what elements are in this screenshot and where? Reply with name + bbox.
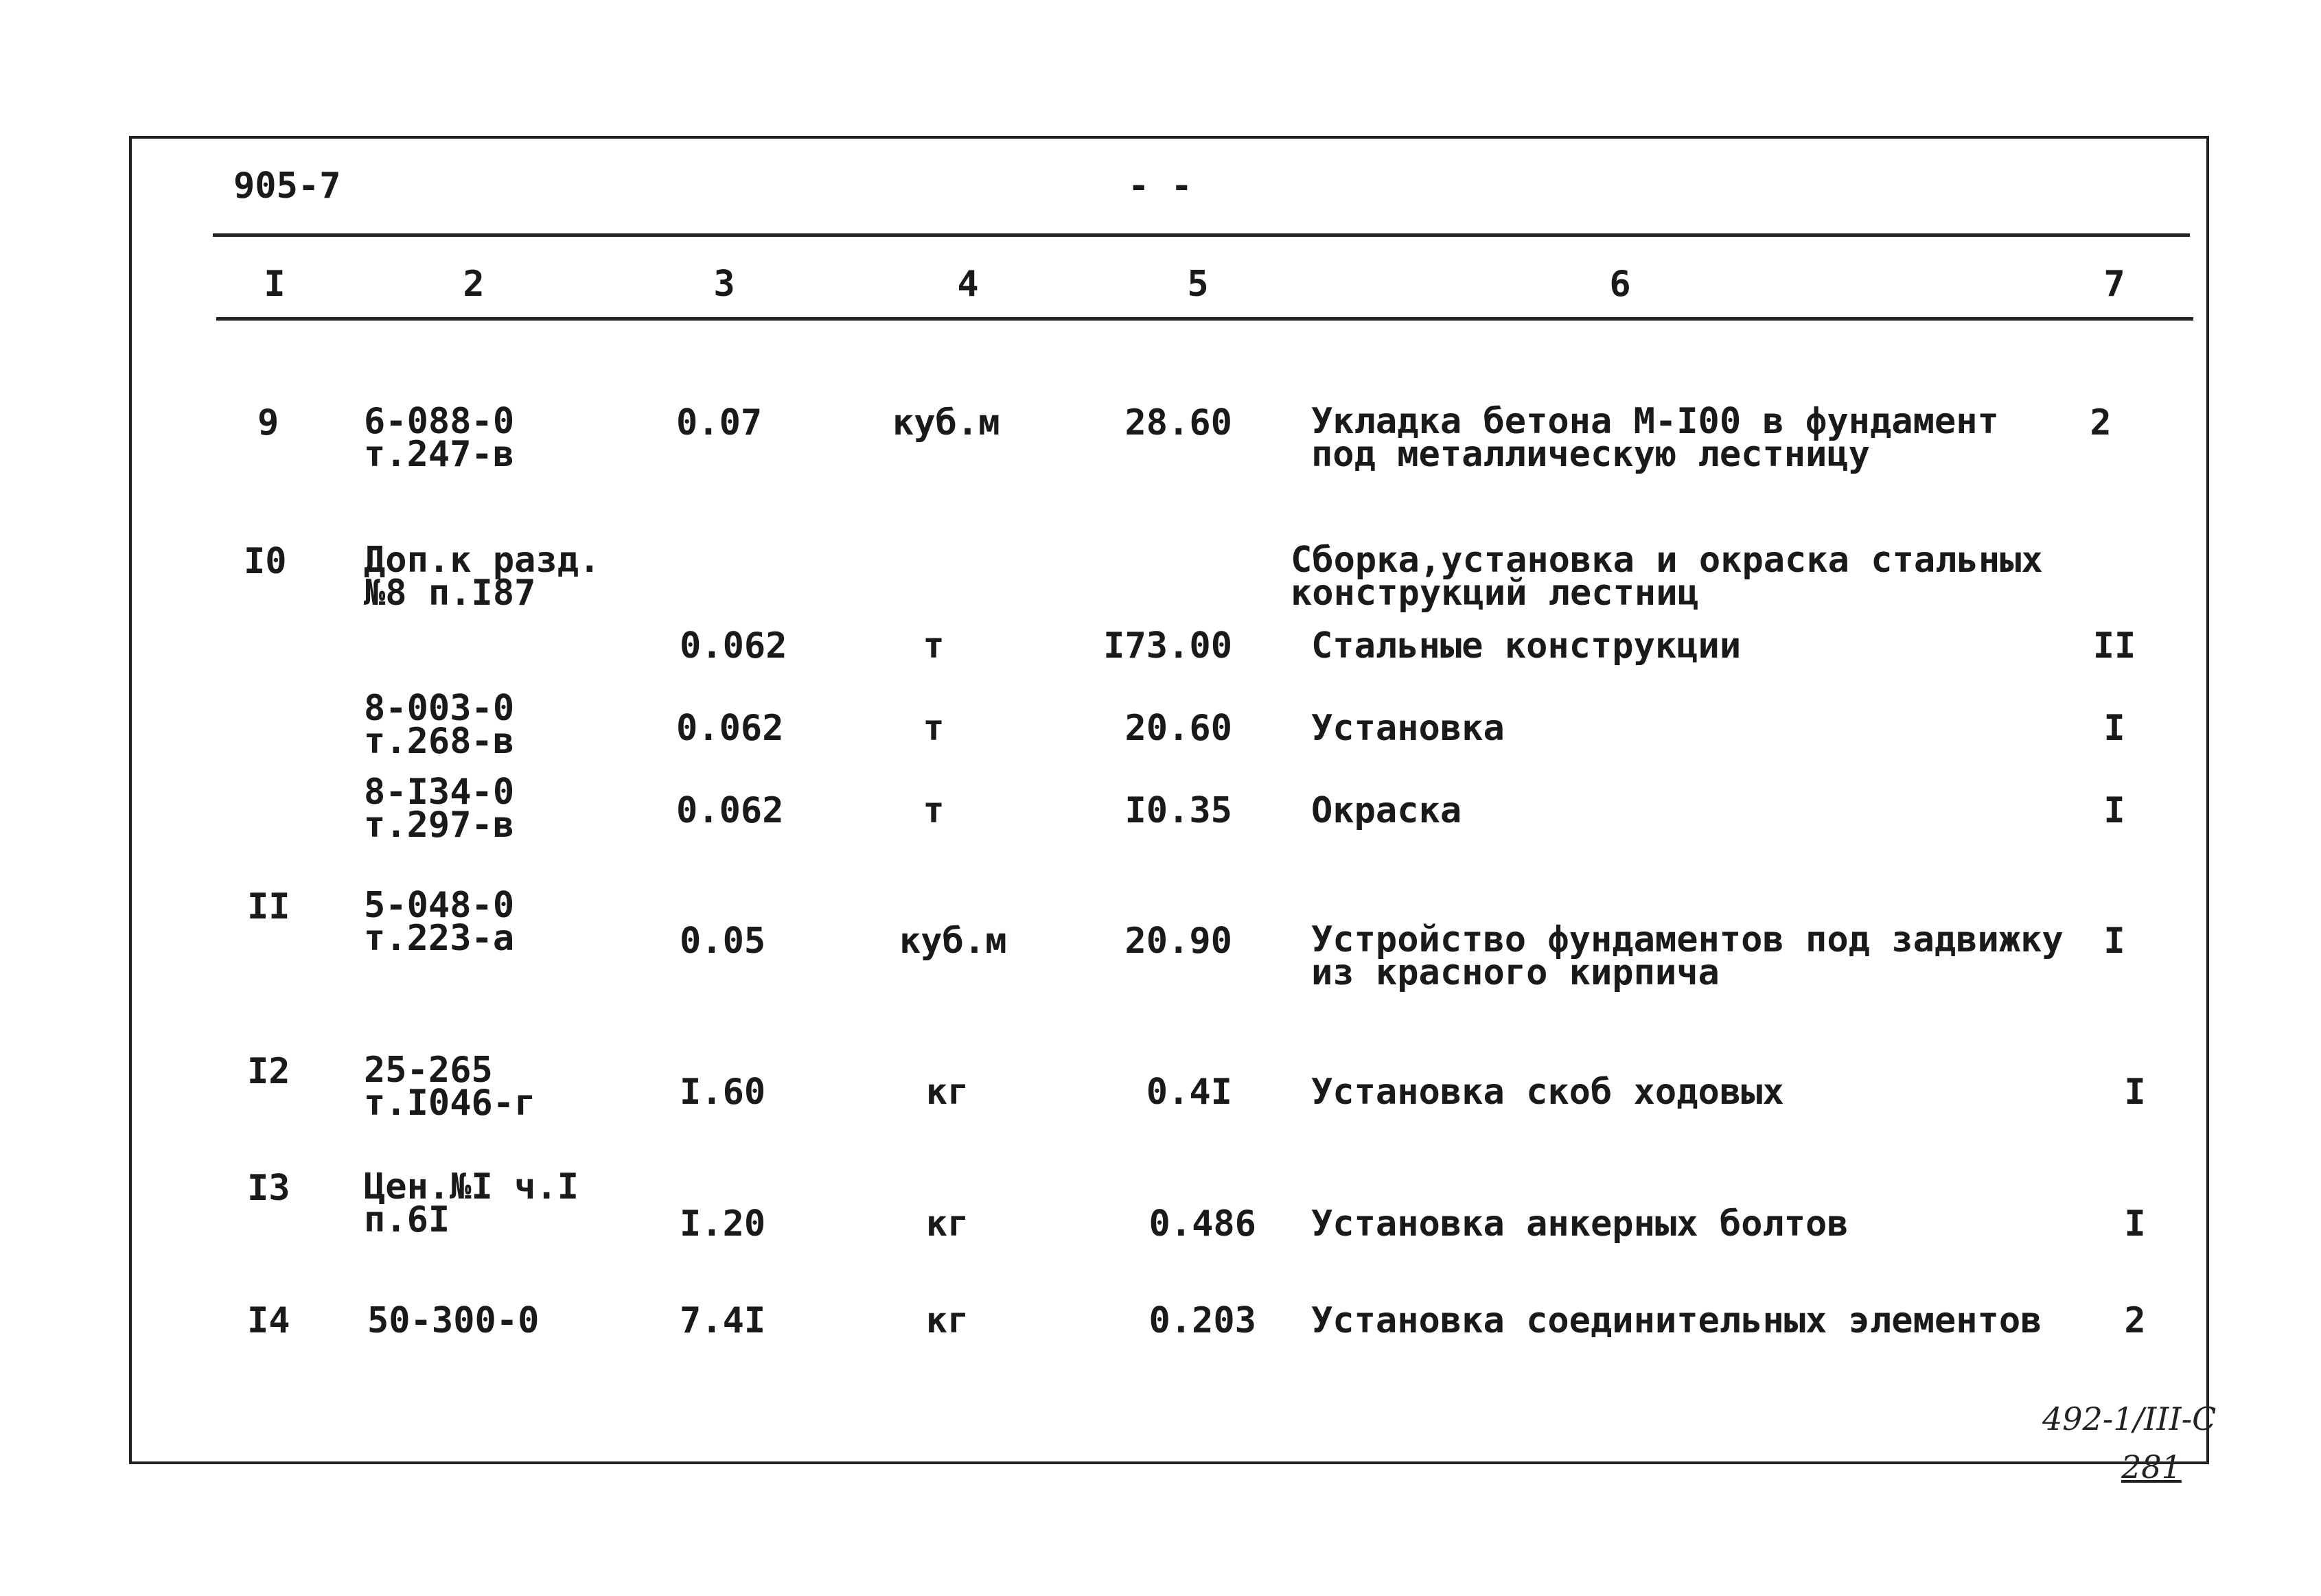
row-price: 0.4I xyxy=(1146,1072,1232,1113)
row-description: Сборка,установка и окраска стальных конструкций лестниц xyxy=(1291,540,2043,614)
row-price: I73.00 xyxy=(1103,625,1232,667)
page-number: 281 xyxy=(2121,1448,2182,1485)
row-description: Установка скоб ходовых xyxy=(1311,1072,1784,1113)
row-description: Установка анкерных болтов xyxy=(1311,1203,1849,1245)
row-price: I0.35 xyxy=(1124,790,1232,831)
col-header-7: 7 xyxy=(2103,264,2125,305)
row-code: Цен.№I ч.I п.6I xyxy=(364,1166,579,1240)
row-unit: куб.м xyxy=(892,402,1000,443)
row-number: I4 xyxy=(247,1300,290,1341)
row-qty: 0.07 xyxy=(676,402,763,443)
row-qty: 0.062 xyxy=(676,790,784,831)
row-col7: 2 xyxy=(2124,1300,2146,1341)
row-number: 9 xyxy=(257,402,279,443)
row-unit: кг xyxy=(925,1203,969,1245)
row-price: 0.486 xyxy=(1148,1203,1256,1245)
row-qty: 0.062 xyxy=(680,625,787,667)
row-code: 50-300-0 xyxy=(367,1300,540,1341)
row-code: Доп.к разд. №8 п.I87 xyxy=(364,540,601,614)
row-description: Установка соединительных элементов xyxy=(1311,1300,2042,1341)
sheet-code: 905-7 xyxy=(233,165,341,207)
row-unit: куб.м xyxy=(899,921,1007,962)
row-price: 20.90 xyxy=(1124,921,1232,962)
row-unit: т xyxy=(923,708,945,749)
row-code: 25-265 т.I046-г xyxy=(364,1050,536,1124)
row-description: Установка xyxy=(1311,708,1505,749)
row-description: Укладка бетона М-I00 в фундамент под металлическую лестницу xyxy=(1311,401,1999,475)
row-number: I3 xyxy=(247,1168,290,1209)
row-code: 5-048-0 т.223-а xyxy=(364,885,515,959)
row-col7: II xyxy=(2092,625,2136,667)
row-col7: I xyxy=(2103,790,2125,831)
row-code: 8-I34-0 т.297-в xyxy=(364,772,515,846)
row-qty: 0.05 xyxy=(680,921,766,962)
row-number: II xyxy=(247,886,290,927)
row-qty: I.60 xyxy=(680,1072,766,1113)
row-description: Стальные конструкции xyxy=(1311,625,1742,667)
row-price: 20.60 xyxy=(1124,708,1232,749)
col-header-4: 4 xyxy=(957,264,979,305)
col-header-3: 3 xyxy=(713,264,735,305)
row-number: I0 xyxy=(244,541,287,582)
col-header-1: I xyxy=(264,264,286,305)
row-col7: 2 xyxy=(2090,402,2112,443)
row-qty: 0.062 xyxy=(676,708,784,749)
row-col7: I xyxy=(2124,1203,2146,1245)
row-number: I2 xyxy=(247,1051,290,1092)
document-reference: 492-1/III-С xyxy=(2042,1400,2217,1437)
row-description: Окраска xyxy=(1311,790,1462,831)
col-header-6: 6 xyxy=(1609,264,1631,305)
row-unit: кг xyxy=(925,1300,969,1341)
header-bottom-rule xyxy=(216,317,2193,321)
row-col7: I xyxy=(2103,708,2125,749)
row-price: 28.60 xyxy=(1124,402,1232,443)
row-qty: I.20 xyxy=(680,1203,766,1245)
row-qty: 7.4I xyxy=(680,1300,766,1341)
col-header-5: 5 xyxy=(1187,264,1209,305)
header-top-rule xyxy=(213,233,2190,237)
row-unit: т xyxy=(923,625,945,667)
row-col7: I xyxy=(2103,921,2125,962)
row-description: Устройство фундаментов под задвижку из красного кирпича xyxy=(1311,919,2064,993)
row-unit: кг xyxy=(925,1072,969,1113)
row-code: 8-003-0 т.268-в xyxy=(364,688,515,762)
col-header-2: 2 xyxy=(463,264,485,305)
row-col7: I xyxy=(2124,1072,2146,1113)
row-code: 6-088-0 т.247-в xyxy=(364,401,515,475)
page-marker: - - xyxy=(1128,165,1192,207)
row-price: 0.203 xyxy=(1148,1300,1256,1341)
row-unit: т xyxy=(923,790,945,831)
